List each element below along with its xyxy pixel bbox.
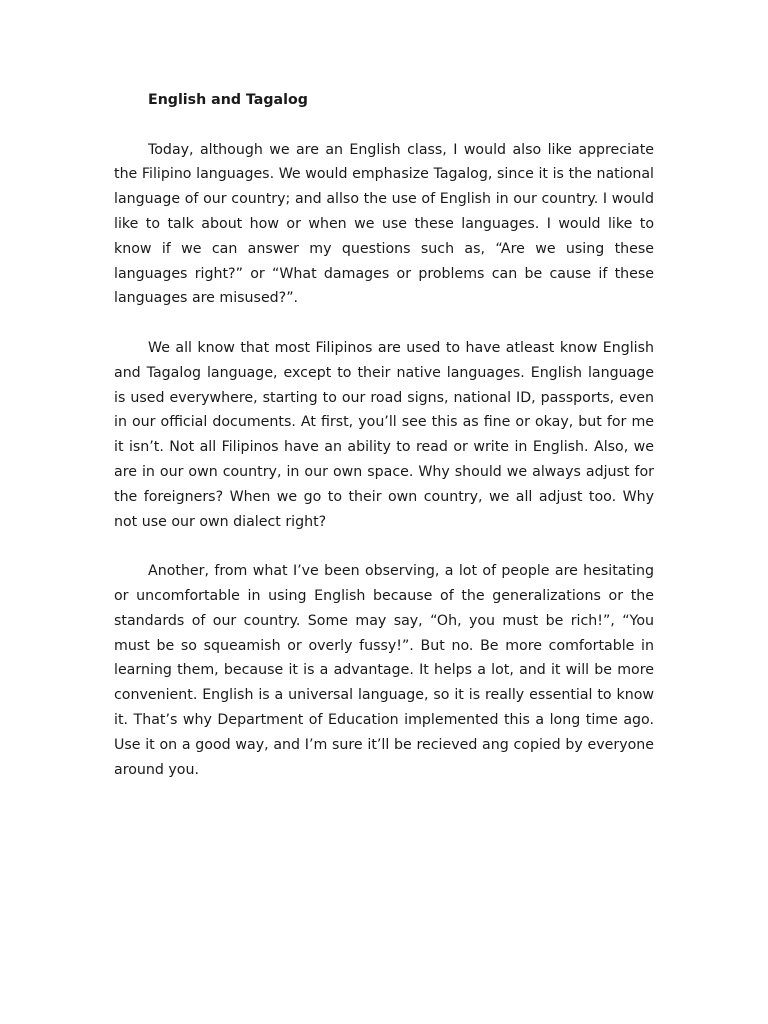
paragraph-intro: Today, although we are an English class, I would also like appreciate the Filipino languages. We would emphasize Tagalog, since it is the national language of our country; and allso the use of English in our country. I would like to talk about how or when we use these languages. I would like to know if we can answer my questions such as, “Are we using these languages right?” or “What damages or problems can be cause if these languages are misused?”. [114,141,654,307]
document-body [114,88,654,807]
paragraph-usage: We all know that most Filipinos are used to have atleast know English and Tagalog language, except to their native languages. English language is used everywhere, starting to our road signs, national ID, passports, even in our official documents. At first, you’ll see this as fine or okay, but for me it isn’t. Not all Filipinos have an ability to read or write in English. Also, we are in our own country, in our own space. Why should we always adjust for the foreigners? When we go to their own country, we all adjust too. Why not use our own dialect right? [114,339,654,530]
paragraph-comfort: Another, from what I’ve been observing, a lot of people are hesitating or uncomfortable in using English because of the generalizations or the standards of our country. Some may say, “Oh, you must be rich!”, “You must be so squeamish or overly fussy!”. But no. Be more comfortable in learning them, because it is a advantage. It helps a lot, and it will be more convenient. English is a universal language, so it is really essential to know it. That’s why Department of Education implemented this a long time ago. Use it on a good way, and I’m sure it’ll be recieved ang copied by everyone around you. [114,563,654,778]
document-title: English and Tagalog [148,92,308,108]
